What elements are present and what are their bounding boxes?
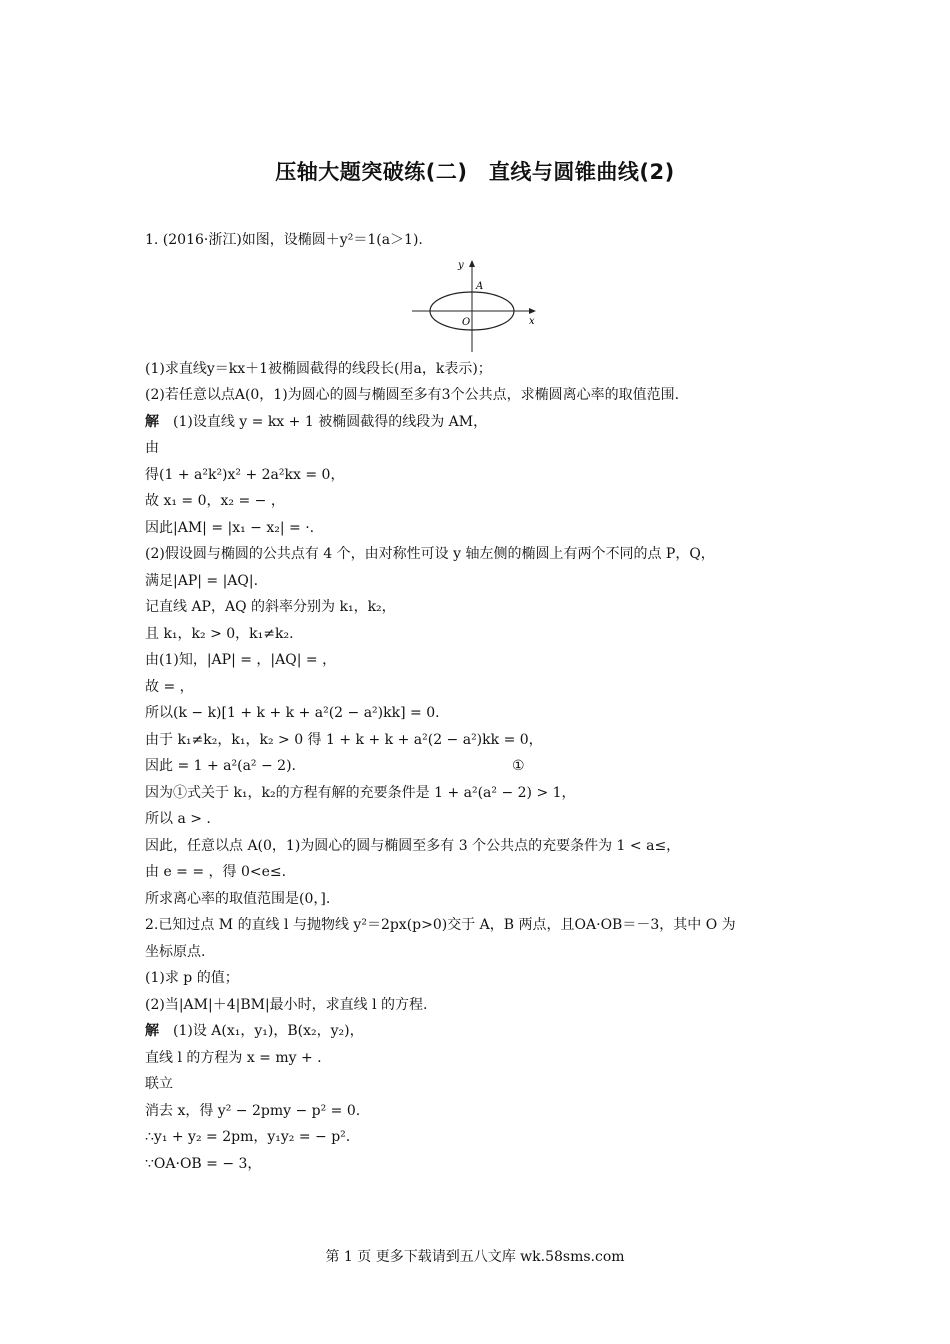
solution-text: (1)设 A(x₁，y₁)，B(x₂，y₂)， (173, 1023, 364, 1039)
problem1-solution-line: 由 (145, 440, 159, 456)
solution-heading: 解 (145, 1023, 159, 1039)
problem1-solution-line: 且 k₁，k₂ > 0，k₁≠k₂. (145, 625, 294, 642)
problem1-solution-line: 因此|AM| = |x₁ − x₂| = ·. (145, 519, 315, 536)
page-title: 压轴大题突破练(二) 直线与圆锥曲线(2) (275, 160, 675, 184)
problem1-solution-line (145, 753, 810, 780)
problem1-solution-line (145, 409, 810, 436)
problem1-solution-line: 因为①式关于 k₁，k₂的方程有解的充要条件是 1 + a²(a² − 2) > 1， (145, 784, 576, 801)
problem1-solution-line: 由(1)知，|AP| = ，|AQ| = ， (145, 652, 337, 668)
problem2-solution-line: ∴y₁ + y₂ = 2pm，y₁y₂ = − p². (145, 1129, 351, 1145)
problem2-question2: (2)当|AM|＋4|BM|最小时，求直线 l 的方程. (145, 996, 428, 1013)
point-label-a: A (476, 280, 484, 292)
problem2-stem: 坐标原点. (145, 943, 206, 960)
problem2-question1: (1)求 p 的值； (145, 970, 239, 986)
problem1-question2: (2)若任意以点A(0，1)为圆心的圆与椭圆至多有3个公共点，求椭圆离心率的取值范围. (145, 387, 680, 403)
problem1-stem: 1. (2016·浙江)如图，设椭圆＋y²＝1(a＞1). (145, 232, 423, 248)
problem1-solution-line: 故 x₁ = 0，x₂ = − ， (145, 493, 285, 509)
problem1-solution-line: 所以 a > . (145, 811, 211, 827)
axis-label-y: y (458, 259, 464, 271)
page-footer: 第 1 页 更多下载请到五八文库 wk.58sms.com (325, 1249, 625, 1265)
document-body (145, 227, 810, 1177)
solution-text: 因此 = 1 + a²(a² − 2). (145, 758, 296, 774)
solution-text: (1)设直线 y = kx + 1 被椭圆截得的线段为 AM， (173, 413, 488, 430)
problem1-solution-line: 因此，任意以点 A(0，1)为圆心的圆与椭圆至多有 3 个公共点的充要条件为 1 < a≤， (145, 837, 681, 854)
problem1-solution-line: 由于 k₁≠k₂，k₁，k₂ > 0 得 1 + k + k + a²(2 − a²)kk = 0， (145, 731, 543, 748)
problem1-solution-line: (2)假设圆与椭圆的公共点有 4 个，由对称性可设 y 轴左侧的椭圆上有两个不同的点 P，Q， (145, 546, 715, 562)
problem1-solution-line: 故 = ， (145, 678, 194, 695)
problem2-solution-line: 直线 l 的方程为 x = my + . (145, 1049, 322, 1066)
problem2-solution-line: ∵OA·OB = − 3， (145, 1155, 262, 1172)
solution-heading: 解 (145, 413, 159, 430)
problem2-solution-line (145, 1018, 810, 1045)
problem1-solution-line: 由 e = = ，得 0<e≤. (145, 864, 287, 880)
problem2-stem: 2.已知过点 M 的直线 l 与抛物线 y²＝2px(p>0)交于 A，B 两点，且OA·OB＝－3，其中 O 为 (145, 917, 736, 933)
ellipse-figure (145, 254, 810, 356)
axis-label-x: x (529, 315, 535, 327)
problem2-solution-line: 消去 x，得 y² − 2pmy − p² = 0. (145, 1102, 361, 1119)
problem1-solution-line: 得(1 + a²k²)x² + 2a²kx = 0， (145, 466, 345, 483)
problem1-solution-line: 满足|AP| = |AQ|. (145, 572, 259, 589)
origin-label: O (462, 316, 471, 328)
problem1-solution-line: 记直线 AP，AQ 的斜率分别为 k₁，k₂， (145, 599, 396, 615)
equation-marker: ① (512, 758, 525, 774)
ellipse-diagram (410, 256, 540, 354)
problem1-question1: (1)求直线y＝kx＋1被椭圆截得的线段长(用a，k表示)； (145, 360, 492, 377)
problem2-solution-line: 联立 (145, 1076, 173, 1092)
problem1-solution-line: 所求离心率的取值范围是(0，]. (145, 890, 331, 907)
problem1-solution-line: 所以(k − k)[1 + k + k + a²(2 − a²)kk] = 0. (145, 705, 440, 721)
